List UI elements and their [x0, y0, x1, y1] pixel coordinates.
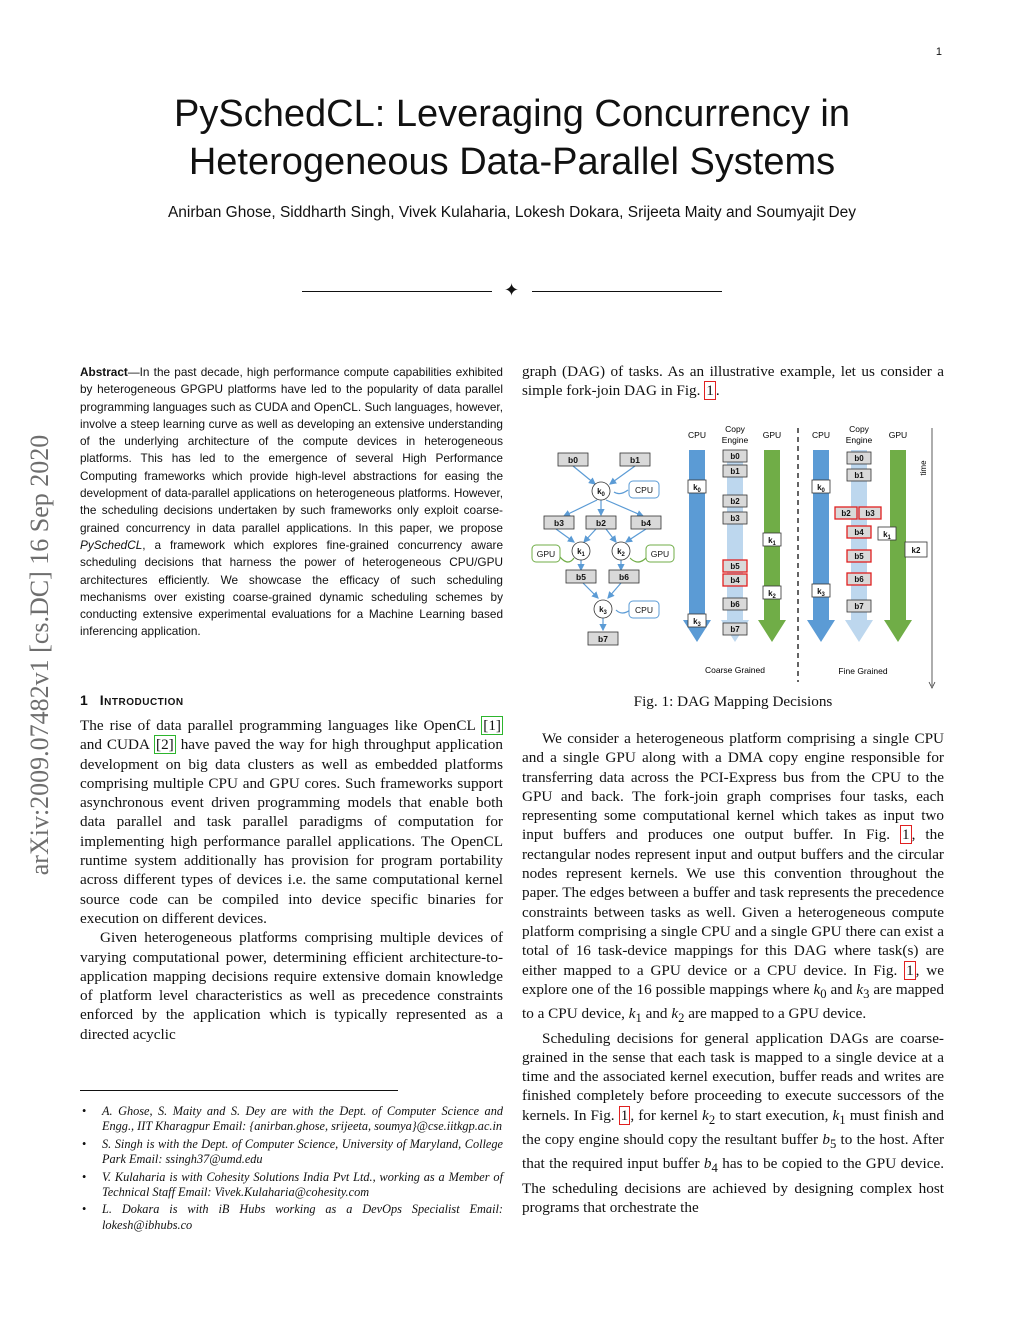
svg-text:b0: b0 [568, 455, 578, 465]
fine-grained-timeline [807, 424, 927, 676]
section-title: Introduction [99, 692, 184, 708]
paper-title [0, 90, 1024, 186]
col-copy-label: Copy [725, 424, 745, 434]
svg-text:k0: $k_0$ [693, 483, 701, 494]
abstract-text: —In the past decade, high performance compute capabilities exhibited by heterogeneous GPGPU platforms have led to the popularity of data parallel programming languages such as CUDA and OpenCL. Such languages, however, involve a steep learning curve as well as developing an extensive understanding of the underlying architecture of the compute devices in heterogeneous platforms. This has led to the emergence of several High Performance Computing frameworks which provide high-level abstractions for easing the development of data-parallel applications on heterogeneous platforms. However, the scheduling decisions undertaken by such frameworks only exploit coarse-grained concurrency in data parallel applications. In this paper, we propose [80, 365, 503, 535]
footnote: • V. Kulaharia is with Cohesity Solutions India Pvt Ltd., working as a Member of Technical Staff Email: Vivek.Kulaharia@cohesity.com [80, 1170, 503, 1201]
svg-text:b2: b2 [596, 518, 606, 528]
right-paragraph-2: Scheduling decisions for general application DAGs are coarse-grained in the sense that each task is mapped to a single device at a time and the associated kernel execution, buffer reads and writes are finished completely before proceeding to execute successors of the kernels. In Fig. 1 , for kernel $k_2$ to start execution, $k_1$ must finish and the copy engine should copy the resultant buffer $b_5$ to the host. After that the required input buffer $b_4$ has to be copied to the GPU device. The scheduling decisions are achieved by designing complex host programs that orchestrate the [522, 1029, 945, 1216]
fine-grained-label: Fine Grained [838, 666, 888, 676]
svg-text:b1: b1 [730, 467, 740, 476]
svg-text:GPU: GPU [650, 549, 670, 559]
title-line-2: Heterogeneous Data-Parallel Systems [188, 141, 836, 183]
abstract-emph: PySchedCL [80, 537, 143, 552]
dag-graph [532, 453, 674, 645]
svg-text:k3: $k_3$ [599, 605, 607, 616]
abstract-label: Abstract [80, 365, 128, 379]
svg-text:b2: b2 [841, 509, 851, 518]
footnote: • A. Ghose, S. Maity and S. Dey are with the Dept. of Computer Science and Engg., IIT Kharagpur Email: {anirban.ghose, srijeeta, soumya}@cse.iitkgp.ac.in [80, 1104, 503, 1135]
col-cpu-label: CPU [688, 430, 706, 440]
svg-text:b3: b3 [865, 509, 875, 518]
abstract [80, 364, 503, 641]
separator-rule-left [302, 291, 492, 292]
svg-text:b4: b4 [854, 528, 864, 537]
footnote: • S. Singh is with the Dept. of Computer Science, University of Maryland, College Park Email: ssingh37@umd.edu [80, 1137, 503, 1168]
page-number: 1 [935, 46, 942, 58]
svg-text:b5: b5 [730, 562, 740, 571]
svg-text:GPU: GPU [536, 549, 556, 559]
author-list: Anirban Ghose, Siddharth Singh, Vivek Kulaharia, Lokesh Dokara, Srijeeta Maity and Soumyajit Dey [167, 204, 857, 221]
col-copy-label: Copy [849, 424, 869, 434]
svg-text:b5: b5 [854, 552, 864, 561]
section-number: 1 [80, 692, 88, 708]
figure-ref-link[interactable]: 1 [706, 382, 714, 400]
svg-text:b4: b4 [730, 576, 740, 585]
svg-text:k3: $k_3$ [817, 587, 825, 598]
svg-text:b0: b0 [854, 454, 864, 463]
figure-ref-link[interactable]: 1 [906, 961, 914, 979]
title-line-1: PySchedCL: Leveraging Concurrency in [174, 93, 850, 135]
svg-text:b3: b3 [554, 518, 564, 528]
figure-caption: Fig. 1: DAG Mapping Decisions [633, 693, 833, 710]
arxiv-id: arXiv:2009.07482v1 [cs.DC] 16 Sep 2020 [25, 434, 54, 876]
citation-link[interactable]: [2] [156, 736, 174, 754]
svg-text:b7: b7 [730, 625, 740, 634]
arxiv-stamp [20, 355, 60, 955]
svg-text:b2: b2 [730, 497, 740, 506]
svg-text:k1: $k_1$ [883, 530, 891, 541]
svg-text:b1: b1 [630, 455, 640, 465]
figure-ref-link[interactable]: 1 [902, 826, 910, 844]
svg-text:k3: $k_3$ [693, 617, 701, 628]
separator-ornament: ✦ [504, 280, 520, 300]
svg-text:k2: $k_2$ [617, 547, 625, 558]
right-column-body [522, 729, 944, 1217]
svg-text:k1: $k_1$ [577, 547, 585, 558]
svg-text:k0: $k_0$ [817, 483, 825, 494]
svg-text:k0: $k_0$ [597, 487, 605, 498]
col-engine-label: Engine [721, 435, 749, 445]
svg-text:CPU: CPU [635, 485, 653, 495]
svg-text:b5: b5 [576, 572, 586, 582]
svg-text:b7: b7 [854, 602, 864, 611]
svg-text:CPU: CPU [635, 605, 653, 615]
svg-text:b1: b1 [854, 471, 864, 480]
col-gpu-label: GPU [888, 430, 908, 440]
svg-text:b0: b0 [730, 452, 740, 461]
svg-text:b3: b3 [730, 514, 740, 523]
right-paragraph-cont: graph (DAG) of tasks. As an illustrative example, let us consider a simple fork-join DAG in Fig. 1 . [522, 363, 944, 400]
right-column-top [522, 362, 944, 401]
col-engine-label: Engine [845, 435, 873, 445]
abstract-text-2: , a framework which explores fine-grained concurrency aware scheduling decisions that harness the power of heterogeneous CPU/GPU architectures efficiently. We showcase the efficacy of such scheduling mechanisms over existing coarse-grained dynamic scheduling schemes by conducting extensive experimental evaluations for a Machine Learning based inferencing application. [80, 537, 503, 639]
col-gpu-label: GPU [762, 430, 782, 440]
left-column-body [80, 716, 503, 1044]
footnotes [80, 1104, 503, 1235]
time-label: time [919, 460, 928, 476]
svg-text:b4: b4 [641, 518, 651, 528]
citation-link[interactable]: [1] [483, 717, 501, 734]
figure-ref-link[interactable]: 1 [620, 1106, 629, 1124]
svg-text:k2: k2 [911, 546, 921, 555]
svg-text:b6: b6 [619, 572, 629, 582]
svg-text:k1: $k_1$ [768, 536, 776, 547]
section-heading [80, 692, 184, 708]
footnote: • L. Dokara is with iB Hubs working as a DevOps Specialist Email: lokesh@ibhubs.co [80, 1202, 503, 1233]
svg-text:k2: $k_2$ [768, 589, 776, 600]
svg-text:b7: b7 [598, 634, 608, 644]
coarse-grained-timeline [683, 424, 786, 675]
footnote-rule [80, 1090, 398, 1091]
separator-rule-right [532, 291, 722, 292]
col-cpu-label: CPU [812, 430, 830, 440]
intro-paragraph-1: The rise of data parallel programming languages like OpenCL [1] and CUDA [2] have paved the way for high throughput application development on big data clusters as well as embedded platforms comprising multiple CPU and GPU cores. Such frameworks support asynchronous event driven programming models that enable both data parallel and task parallel paradigms of computation for implementing high performance parallel applications. The OpenCL runtime system additionally has provision for program portability across different types of devices i.e. the same computational kernel source code can be compiled into device specific binaries for execution on different devices. [80, 717, 503, 927]
svg-text:b6: b6 [730, 600, 740, 609]
right-paragraph-1: We consider a heterogeneous platform comprising a single CPU and a single GPU along with a DMA copy engine responsible for transferring data across the PCI-Express bus from the CPU to the GPU and back. The fork-join graph comprises four tasks, each representing some computational kernel which takes as input two input buffers and produces one output buffer. In Fig. 1 , the rectangular nodes represent input and output buffers and the circular nodes represent kernels. We use this convention throughout the paper. The edges between a buffer and task represents the precedence constraints between tasks as well. Given a heterogeneous compute platform comprising a single CPU and a single GPU there can exist a total of 16 task-device mappings for this DAG where task(s) are either mapped to a GPU device or a CPU device. In Fig. 1 , we explore one of the 16 possible mappings where $k_0$ and $k_3$ are mapped to a CPU device, $k_1$ and $k_2$ are mapped to a GPU device. [522, 730, 944, 1026]
svg-text:b6: b6 [854, 575, 864, 584]
intro-paragraph-2: Given heterogeneous platforms comprising multiple devices of varying computational power, determining efficient architecture-to-application mapping decisions require extensive domain knowledge of platform level characteristics as well as precedence constraints enforced by the application which is typically represented as a directed acyclic [80, 929, 503, 1043]
dag-figure [522, 420, 944, 690]
coarse-grained-label: Coarse Grained [704, 665, 766, 675]
